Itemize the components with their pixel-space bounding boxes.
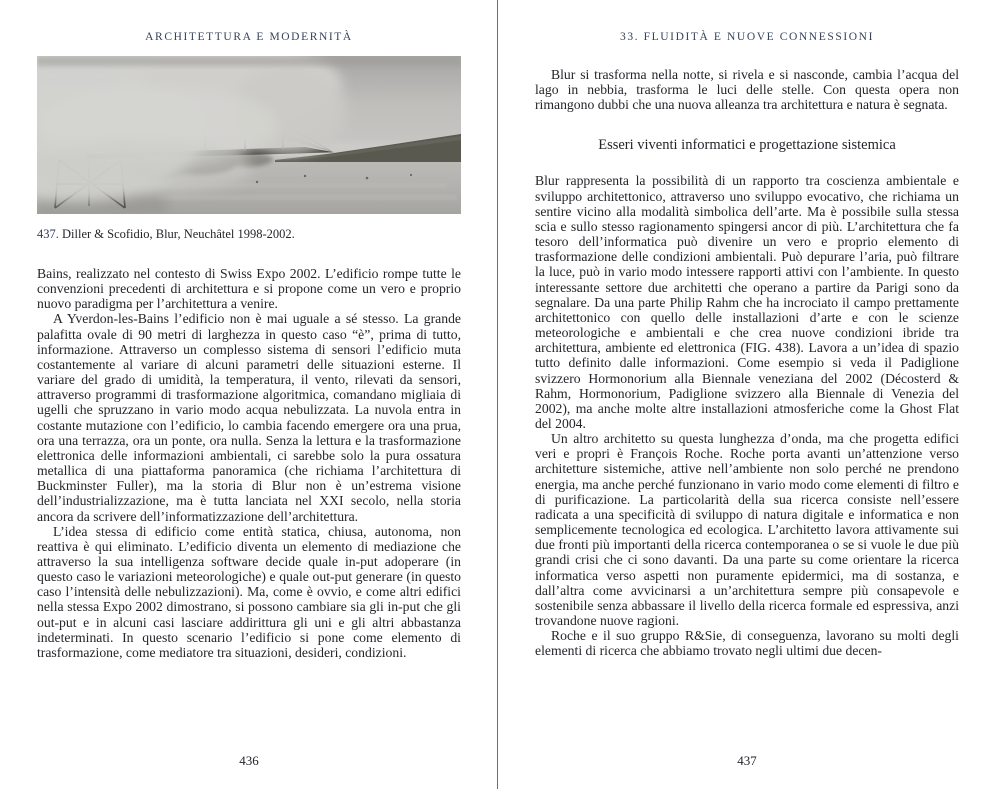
figure-437: [37, 56, 461, 214]
page-number-right: 437: [737, 753, 757, 768]
paragraph: Blur rappresenta la possibilità di un rapporto tra coscienza ambientale e sviluppo architettonico, attraverso uno sviluppo evocativo, che richiama un sentire vicino alla modalità simbolica dell’arte. Ma è possibile sulla stessa scia e sullo stesso ragionamento spingersi ancor di più. L’architettura che fa tesoro dell’informatica può divenire un vero e proprio elemento di trasformazione delle condizioni ambientali. Può depurare l’aria, può filtrare la luce, può in vario modo intessere rapporti attivi con l’ambiente. In questo interessante settore due architetti che operano a partire da Parigi sono da segnalare. Da una parte Philip Rahm che ha incrociato il campo prettamente architettonico con quello delle installazioni d’arte e con le scienze meteorologiche e ambientali e che crea nuove condizioni ibride tra architettura, ambiente ed elettronica (FIG. 438). Lavora a un’idea di spazio tutto definito dalle informazioni. Come esempio si veda il Padiglione svizzero Hormonorium alla Biennale veneziana del 2002 (Décosterd & Rahm, Hormonorium, Padiglione svizzero alla Biennale di Venezia del 2002), ma anche molte altre installazioni atmosferiche come la Ghost Flat del 2004.: [535, 173, 959, 431]
running-head-right: 33. FLUIDITÀ E NUOVE CONNESSIONI: [619, 31, 875, 43]
right-body-text-top: [535, 67, 959, 112]
page-divider: [497, 0, 498, 789]
figure-caption-number: 437.: [37, 227, 59, 241]
running-head-left: ARCHITETTURA E MODERNITÀ: [145, 31, 353, 43]
page-number-left: 436: [239, 753, 259, 768]
blur-building-photo: [37, 56, 461, 214]
paragraph: Roche e il suo gruppo R&Sie, di conseguenza, lavorano su molti degli elementi di ricerca che abbiamo trovato negli ultimi due decen-: [535, 628, 959, 659]
paragraph: L’idea stessa di edificio come entità statica, chiusa, autonoma, non reattiva è qui eliminato. L’edificio diventa un elemento di mediazione che attraverso la sua intelligenza software decide quale in-put adoperare (in questo caso le variazioni meteorologiche) e quale out-put generare (in questo caso l’intensità delle nebulizzazioni). Ma, come è ovvio, e come altri edifici nella stessa Expo 2002 dimostrano, si possono cambiare sia gli in-put che gli out-put e in alcuni casi lasciare addirittura gli uni e gli altri abbastanza indeterminati. In questo scenario l’edificio si pone come elemento di trasformazione, come mediatore tra situazioni, desideri, condizioni.: [37, 523, 461, 660]
paragraph: A Yverdon-les-Bains l’edificio non è mai uguale a sé stesso. La grande palafitta ovale di 90 metri di larghezza in questo caso “è”, prima di tutto, informazione. Attraverso un complesso sistema di sensori l’edificio muta costantemente al variare di alcuni parametri delle situazioni esterne. Il variare del grado di umidità, la temperatura, il vento, rilevati da sensori, attraverso programmi di trasformazione algoritmica, comandano migliaia di ugelli che spruzzano in vario modo acqua nebulizzata. La nuvola entra in costante mutazione con l’edificio, lo cambia facendo emergere ora una prua, ora una terrazza, ora un ponte, ora nulla. Senza la lettura e la trasformazione elettronica delle informazioni ambientali, ci sarebbe solo la pura ossatura metallica di una piattaforma panoramica (che richiama l’architettura di Buckminster Fuller), ma la storia di Blur non è un’estrema visione dell’industrializzazione, ma è tutta lanciata nel XXI secolo, nella storia ancora da scrivere dell’informatizzazione dell’architettura.: [37, 311, 461, 524]
paragraph: Blur si trasforma nella notte, si rivela e si nasconde, cambia l’acqua del lago in nebbia, trasforma le luci delle stelle. Con questa opera non rimangono dubbi che una nuova alleanza tra architettura e natura è segnata.: [535, 67, 959, 113]
figure-caption: [37, 227, 461, 242]
section-heading: Esseri viventi informatici e progettazione sistemica: [598, 137, 896, 154]
paragraph: Un altro architetto su questa lunghezza d’onda, ma che progetta edifici veri e propri è François Roche. Roche porta avanti un’attenzione verso architetture sistemiche, attive nell’ambiente non solo perché ne prendono energia, ma anche perché funzionano in vario modo come elementi di filtro e di purificazione. La particolarità della sua ricerca consiste nell’essere radicata a una specificità di sviluppo di natura digitale e informatica e non semplicemente tecnologica ed ecologica. L’architetto lavora attivamente sui due fronti più importanti della ricerca contemporanea o se si vuole le due più grandi crisi che ci sono davanti. Da una parte su come orientare la ricerca informatica verso aspetti non puramente epidermici, ma di sostanza, e dall’altra come avvicinarsi a un’architettura sempre più consapevole e sostenibile senza abbassare il livello della ricerca formale ed espressiva, anzi trovandone nuove ragioni.: [535, 431, 959, 628]
right-page: [498, 0, 996, 789]
paragraph: Bains, realizzato nel contesto di Swiss Expo 2002. L’edificio rompe tutte le convenzioni precedenti di architettura e si propone come un vero e proprio nuovo paradigma per l’architettura a venire.: [37, 266, 461, 312]
figure-caption-text: Diller & Scofidio, Blur, Neuchâtel 1998-2002.: [62, 227, 295, 241]
right-body-text: [535, 173, 959, 658]
left-body-text: [37, 266, 461, 660]
